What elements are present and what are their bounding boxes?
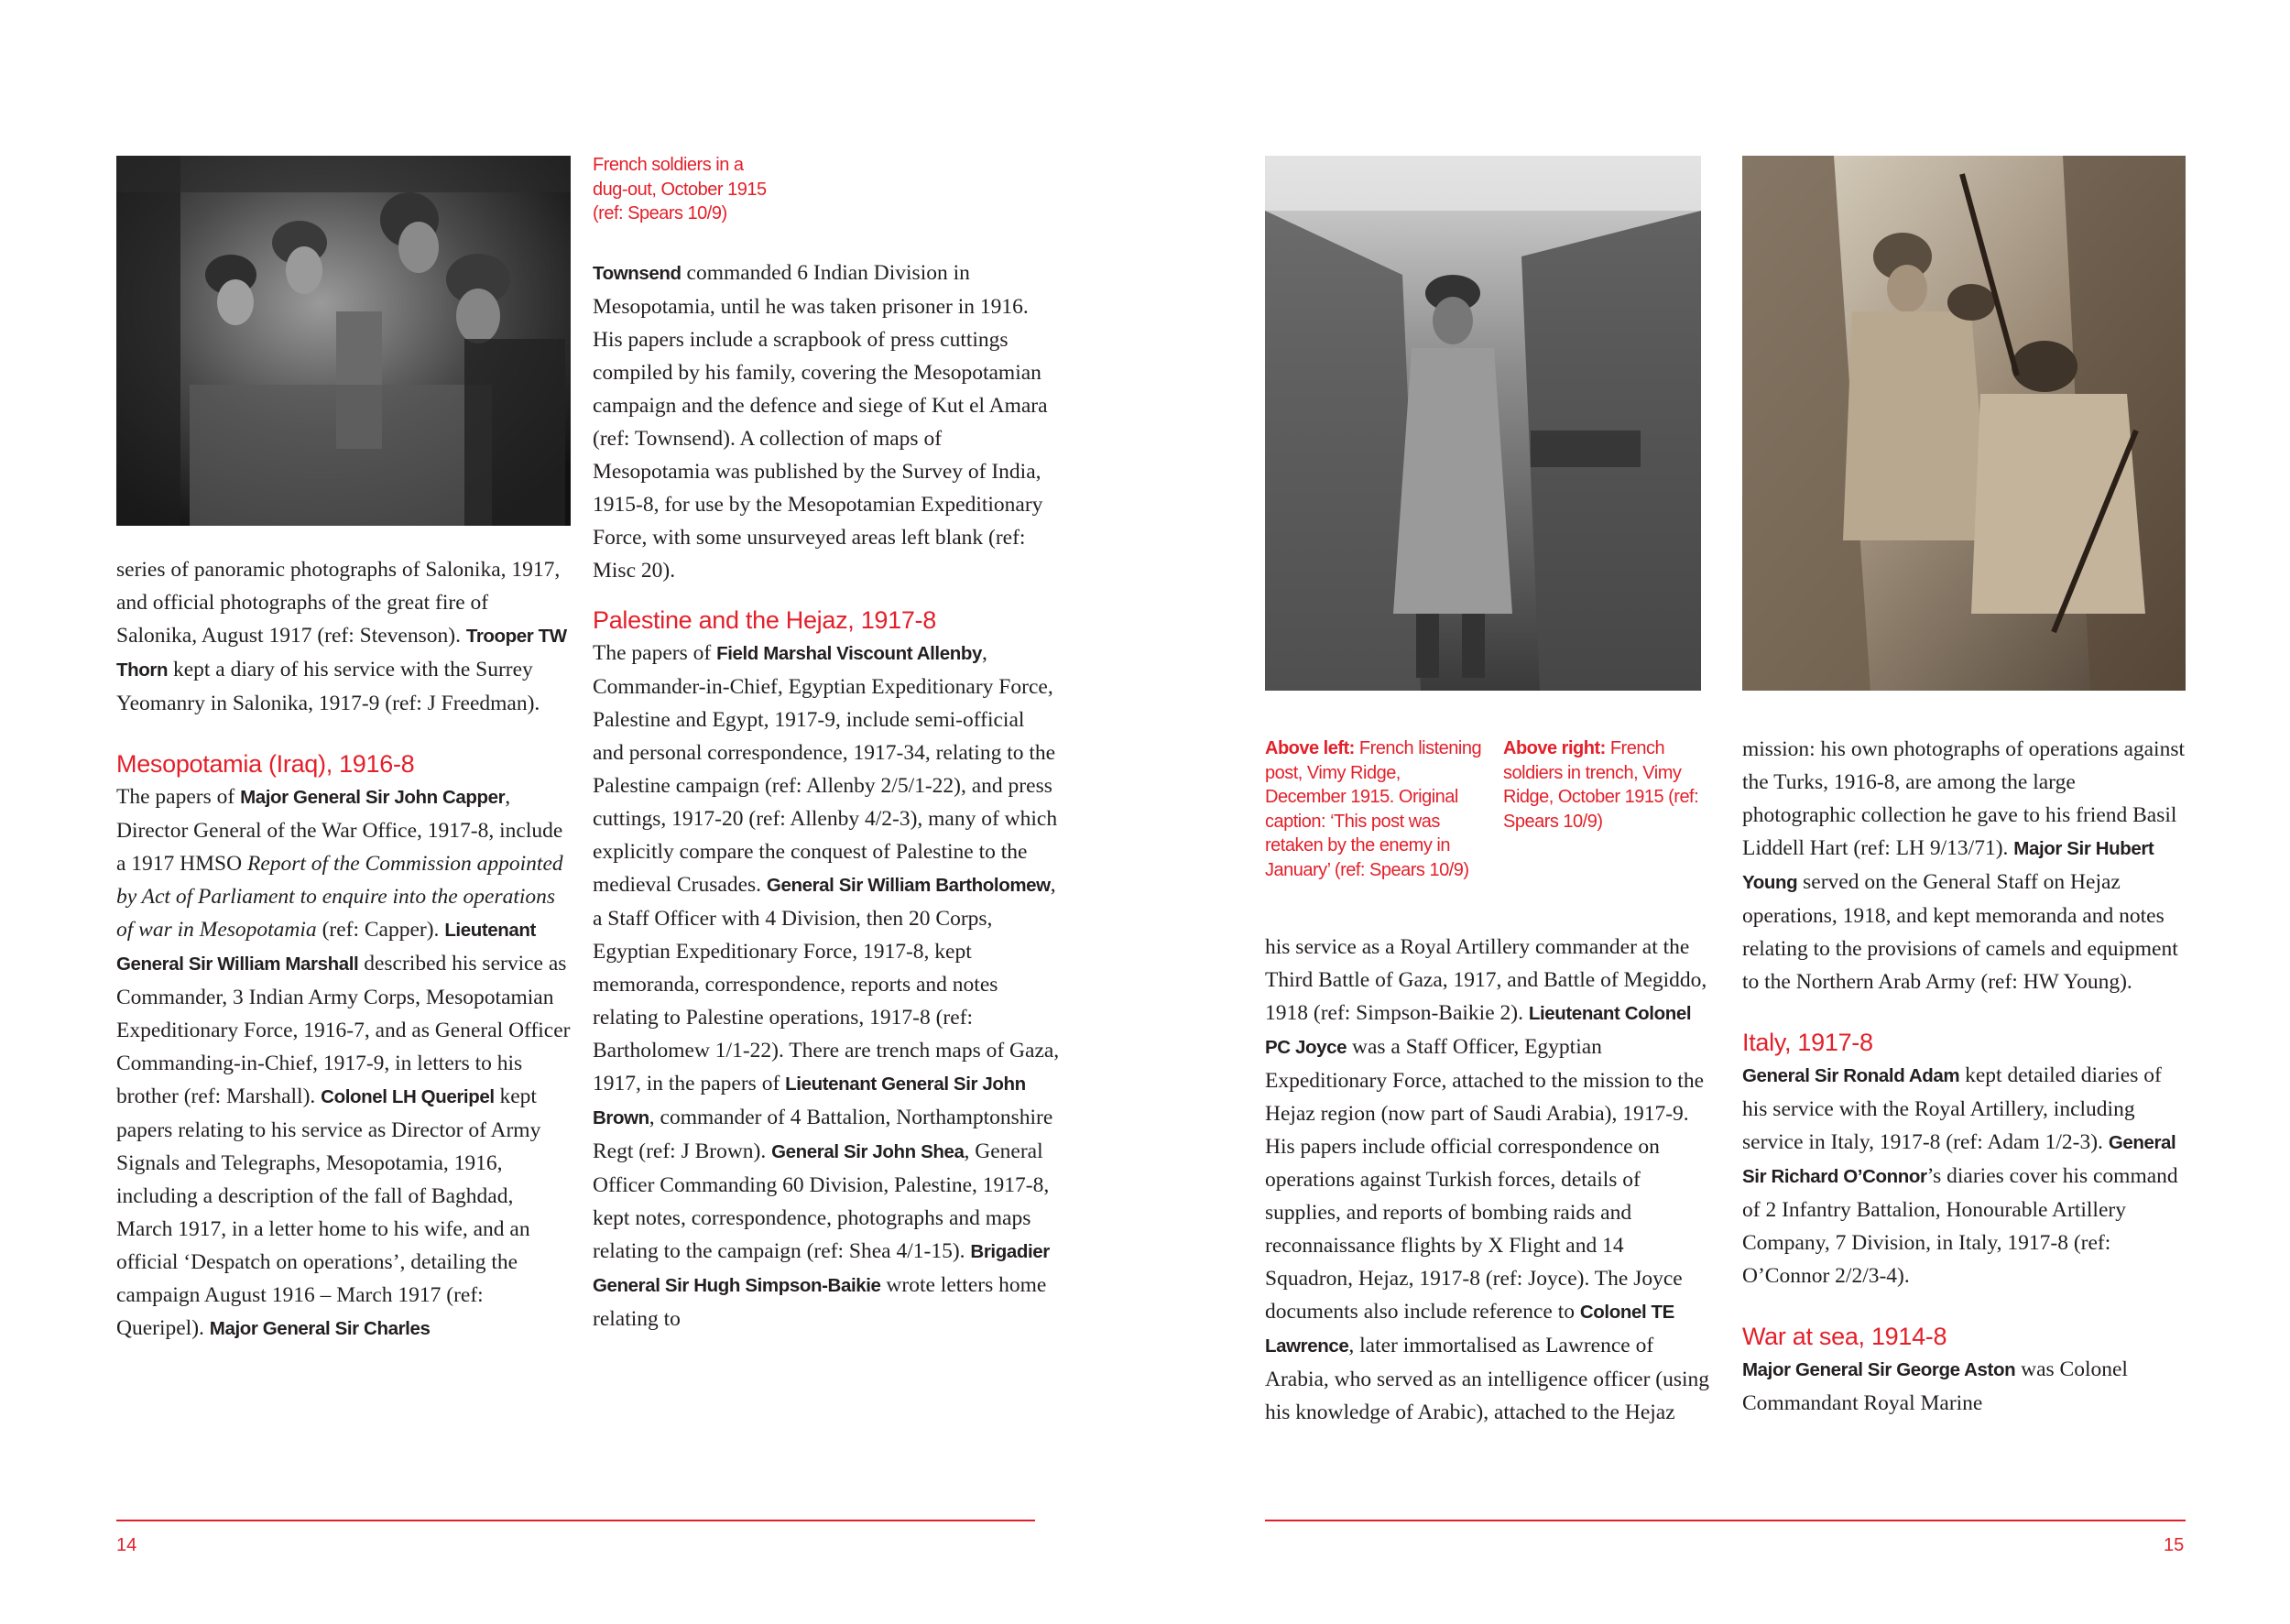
- name-young: Major Sir Hubert Young: [1742, 838, 2154, 893]
- name-queripel: Colonel LH Queripel: [321, 1086, 495, 1107]
- caption-label-left: Above left:: [1265, 738, 1355, 758]
- name-simpson-baikie: Brigadier General Sir Hugh Simpson-Baikie: [593, 1241, 1050, 1296]
- paragraph-hejaz: his service as a Royal Artillery commander at the Third Battle of Gaza, 1917, and Battle of Megiddo, 1918 (ref: Simpson-Baikie 2). Lieutenant Colonel PC Joyce was a Staff Officer, Egyptian Expeditionary Force, attached to the mission to the Hejaz region (now part of Saudi Arabia), 1917-9. His papers include official correspondence on operations against Turkish forces, details of supplies, and reports of bombing raids and reconnaissance flights by X Flight and 14 Squadron, Hejaz, 1917-8 (ref: Joyce). The Joyce documents also include reference to Colonel TE Lawrence, later immortalised as Lawrence of Arabia, who served as an intelligence officer (using his knowledge of Arabic), attached to the Hejaz: [1265, 935, 1710, 1424]
- paragraph-lawrence-mission: mission: his own photographs of operations against the Turks, 1916-8, are among the large photographic collection he gave to his friend Basil Liddell Hart (ref: LH 9/13/71). Major Sir Hubert Young served on the General Staff on Hejaz operations, 1918, and kept memoranda and notes relating to the provisions of camels and equipment to the Northern Arab Army (ref: HW Young).: [1742, 737, 2186, 994]
- column-4: [1742, 733, 2191, 1420]
- name-allenby: Field Marshal Viscount Allenby: [716, 643, 982, 664]
- name-townsend-start: Major General Sir Charles: [209, 1318, 431, 1339]
- heading-war-at-sea: War at sea, 1914-8: [1742, 1323, 1947, 1350]
- name-bartholomew: General Sir William Bartholomew: [766, 875, 1051, 896]
- name-shea: General Sir John Shea: [771, 1141, 965, 1162]
- photo-dugout-soldiers: [116, 156, 571, 526]
- paragraph-palestine: The papers of Field Marshal Viscount Allenby, Commander-in-Chief, Egyptian Expeditionary Force, Palestine and Egypt, 1917-9, include semi-official and personal correspondence, 1917-34, relating to the Palestine campaign (ref: Allenby 2/5/1-22), and press cuttings, 1917-20 (ref: Allenby 4/2-3), many of which explicitly compare the conquest of Palestine to the medieval Crusades. General Sir William Bartholomew, a Staff Officer with 4 Division, then 20 Corps, Egyptian Expeditionary Force, 1917-8, kept memoranda, correspondence, reports and notes relating to Palestine operations, 1917-8 (ref: Bartholomew 1/1-22). There are trench maps of Gaza, 1917, in the papers of Lieutenant General Sir John Brown, commander of 4 Battalion, Northamptonshire Regt (ref: J Brown). General Sir John Shea, General Officer Commanding 60 Division, Palestine, 1917-8, kept notes, correspondence, photographs and maps relating to the campaign (ref: Shea 4/1-15). Brigadier General Sir Hugh Simpson-Baikie wrote letters home relating to: [593, 641, 1060, 1331]
- caption-above-right: Above right: French soldiers in trench, Vimy Ridge, October 1915 (ref: Spears 10/9): [1503, 738, 1699, 832]
- footer-rule-left: [116, 1520, 1035, 1521]
- report-title: Report of the Commission appointed by Act of Parliament to enquire into the operations of war in Mesopotamia: [116, 852, 563, 942]
- name-townsend: Townsend: [593, 263, 682, 284]
- caption-label-right: Above right:: [1503, 738, 1606, 758]
- photo-trench-soldiers: [1742, 156, 2186, 691]
- name-brown: Lieutenant General Sir John Brown: [593, 1074, 1026, 1128]
- heading-palestine: Palestine and the Hejaz, 1917-8: [593, 606, 936, 634]
- paragraph-italy: General Sir Ronald Adam kept detailed diaries of his service with the Royal Artillery, including service in Italy, 1917-8 (ref: Adam 1/2-3). General Sir Richard O’Connor’s diaries cover his command of 2 Infantry Battalion, Honourable Artillery Company, 7 Division, in Italy, 1917-8 (ref: O’Connor 2/2/3-4).: [1742, 1063, 2178, 1288]
- name-marshall: Lieutenant General Sir William Marshall: [116, 920, 536, 975]
- paragraph-mesopotamia: The papers of Major General Sir John Capper, Director General of the War Office, 1917-8, include a 1917 HMSO Report of the Commission appointed by Act of Parliament to enquire into the operations of war in Mesopotamia (ref: Capper). Lieutenant General Sir William Marshall described his service as Commander, 3 Indian Army Corps, Mesopotamian Expeditionary Force, 1916-7, and as General Officer Commanding-in-Chief, 1917-9, in letters to his brother (ref: Marshall). Colonel LH Queripel kept papers relating to his service as Director of Army Signals and Telegraphs, Mesopotamia, 1916, including a description of the fall of Baghdad, March 1917, in a letter home to his wife, and an official ‘Despatch on operations’, detailing the campaign August 1916 – March 1917 (ref: Queripel). Major General Sir Charles: [116, 785, 571, 1340]
- name-oconnor: General Sir Richard O’Connor: [1742, 1132, 2176, 1187]
- column-2: [593, 256, 1060, 1335]
- name-capper: Major General Sir John Capper: [240, 787, 506, 808]
- caption-above-left: Above left: French listening post, Vimy Ridge, December 1915. Original caption: ‘This post was retaken by the enemy in January’ (ref: Spears 10/9): [1265, 738, 1482, 880]
- name-joyce: Lieutenant Colonel PC Joyce: [1265, 1003, 1692, 1058]
- column-3: [1265, 931, 1714, 1429]
- paragraph-townsend: Townsend commanded 6 Indian Division in Mesopotamia, until he was taken prisoner in 1916. His papers include a scrapbook of press cuttings compiled by his family, covering the Mesopotamian campaign and the defence and siege of Kut el Amara (ref: Townsend). A collection of maps of Mesopotamia was published by the Survey of India, 1915-8, for use by the Mesopotamian Expeditionary Force, with some unsurveyed areas left blank (ref: Misc 20).: [593, 261, 1048, 583]
- paragraph-salonika: series of panoramic photographs of Salonika, 1917, and official photographs of the great fire of Salonika, August 1917 (ref: Stevenson). Trooper TW Thorn kept a diary of his service with the Surrey Yeomanry in Salonika, 1917-9 (ref: J Freedman).: [116, 558, 567, 715]
- name-trooper-thorn: Trooper TW Thorn: [116, 626, 567, 681]
- caption-line: dug-out, October 1915: [593, 179, 767, 200]
- heading-italy: Italy, 1917-8: [1742, 1029, 1873, 1056]
- name-adam: General Sir Ronald Adam: [1742, 1065, 1960, 1086]
- caption-dugout: [593, 153, 767, 226]
- caption-line: French soldiers in a: [593, 155, 744, 175]
- photo-listening-post: [1265, 156, 1701, 691]
- name-lawrence: Colonel TE Lawrence: [1265, 1302, 1674, 1357]
- paragraph-war-at-sea: Major General Sir George Aston was Colonel Commandant Royal Marine: [1742, 1357, 2128, 1415]
- page-number-right: 15: [2164, 1535, 2185, 1555]
- column-1: [116, 553, 574, 1346]
- footer-rule-right: [1265, 1520, 2186, 1521]
- caption-line: (ref: Spears 10/9): [593, 203, 727, 223]
- heading-mesopotamia: Mesopotamia (Iraq), 1916-8: [116, 750, 415, 778]
- page-number-left: 14: [116, 1535, 137, 1555]
- name-aston: Major General Sir George Aston: [1742, 1359, 2016, 1380]
